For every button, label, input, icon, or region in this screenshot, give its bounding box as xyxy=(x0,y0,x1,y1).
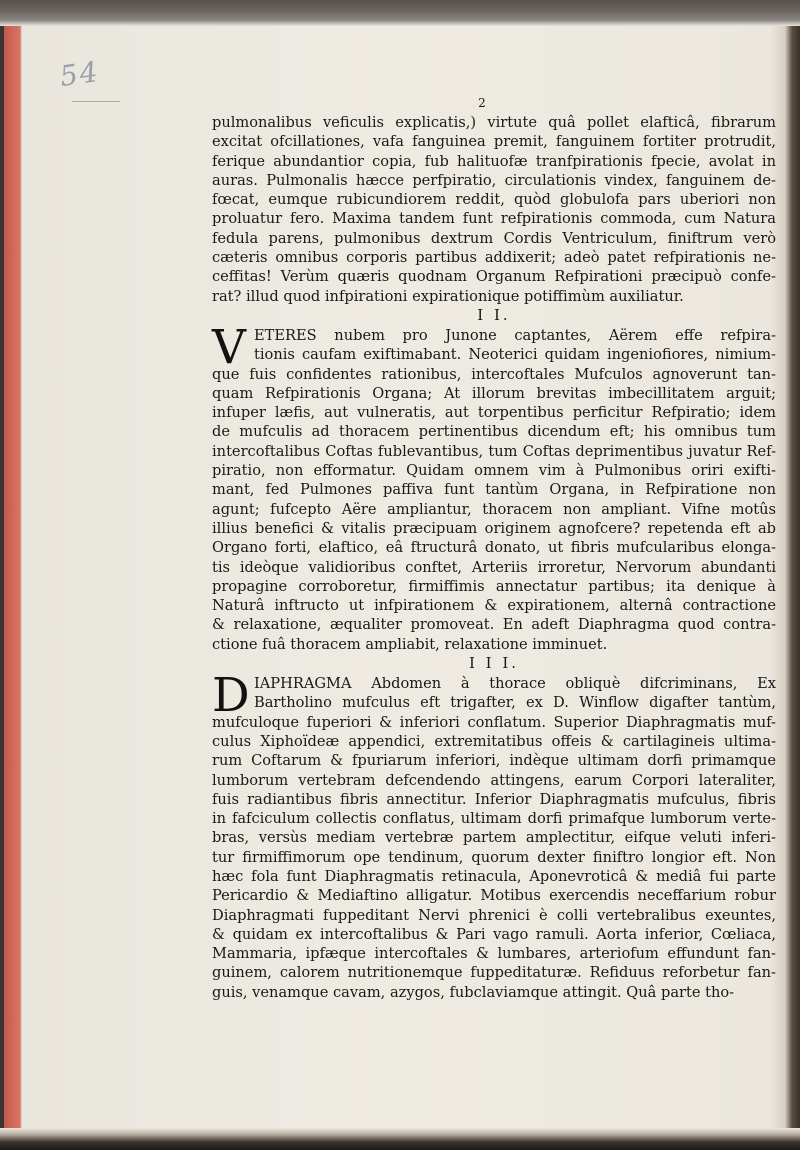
text-line: guinem, calorem nutritionemque fuppeditaturæ. Refiduus reforbetur fan- xyxy=(212,964,776,982)
text-line: infuper læfis, aut vulneratis, aut torpentibus perficitur Refpiratio; idem xyxy=(212,404,776,422)
text-line: pulmonalibus veficulis explicatis,) virtute quâ pollet elafticâ, fibrarum xyxy=(212,114,776,131)
text-line: tionis caufam exiftimabant. Neoterici quidam ingeniofiores, nimium- xyxy=(254,346,776,364)
text-line: in fafciculum collectis conflatus, ultimam dorfi primafque lumborum verte- xyxy=(212,810,776,828)
text-line: & quidam ex intercoftalibus & Pari vago ramuli. Aorta inferior, Cœliaca, xyxy=(212,925,776,943)
text-line: rat? illud quod infpirationi expirationique potiffimùm auxiliatur. xyxy=(212,287,684,305)
text-line: Pericardio & Mediaftino alligatur. Motibus exercendis neceffarium robur xyxy=(212,887,776,905)
text-line: rum Coftarum & fpuriarum inferiori, indèque ultimam dorfi primamque xyxy=(212,752,776,770)
section-heading-ii: I I. xyxy=(477,305,511,324)
text-line: piratio, non efformatur. Quidam omnem vim à Pulmonibus oriri exifti- xyxy=(212,462,776,480)
text-line: fœcat, eumque rubicundiorem reddit, quòd globulofa pars uberiori non xyxy=(212,191,776,209)
text-line: mufculoque fuperiori & inferiori conflatum. Superior Diaphragmatis muf- xyxy=(212,713,776,731)
text-line: lumborum vertebram defcendendo attingens, earum Corpori lateraliter, xyxy=(212,771,776,789)
text-line: intercoftalibus Coftas fublevantibus, tum Coftas deprimentibus juvatur Ref- xyxy=(212,442,776,460)
text-line: ctione fuâ thoracem ampliabit, relaxatione imminuet. xyxy=(212,635,608,653)
text-line: mant, fed Pulmones paffiva funt tantùm Organa, in Refpiratione non xyxy=(212,481,776,499)
book-bottom-edge xyxy=(0,1128,800,1150)
text-column xyxy=(212,113,776,1002)
text-line: tis ideòque validioribus conftet, Arteriis irroretur, Nervorum abundanti xyxy=(212,558,776,576)
text-line: guis, venamque cavam, azygos, fubclaviamque attingit. Quâ parte tho- xyxy=(212,983,735,1001)
text-line: culus Xiphoïdeæ appendici, extremitatibus offeis & cartilagineis ultima- xyxy=(212,732,776,750)
text-line: de mufculis ad thoracem pertinentibus dicendum eft; his omnibus tum xyxy=(212,423,776,441)
text-line: ETERES nubem pro Junone captantes, Aërem effe refpira- xyxy=(254,326,776,344)
text-line: ceffitas! Verùm quæris quodnam Organum Refpirationi præcipuò confe- xyxy=(212,268,776,286)
text-line: que fuis confidentes rationibus, intercoftales Mufculos agnoverunt tan- xyxy=(212,365,776,383)
text-line: hæc fola funt Diaphragmatis retinacula, Aponevroticâ & mediâ fui parte xyxy=(212,867,776,885)
text-line: & relaxatione, æqualiter promoveat. En adeft Diaphragma quod contra- xyxy=(212,616,776,634)
text-line: Diaphragmati fuppeditant Nervi phrenici è colli vertebralibus exeuntes, xyxy=(212,906,776,924)
marginal-underline xyxy=(72,101,120,102)
handwritten-marginal-note: 54 xyxy=(57,54,102,94)
text-line: Naturâ inftructo ut infpirationem & expirationem, alternâ contractione xyxy=(212,597,776,615)
section-heading-iii: I I I. xyxy=(468,654,520,673)
text-line: proluatur fero. Maxima tandem funt refpirationis commoda, cum Natura xyxy=(212,210,776,228)
text-line: agunt; fufcepto Aëre ampliantur, thoracem non ampliant. Vifne motûs xyxy=(212,500,776,518)
text-line: auras. Pulmonalis hæcce perfpiratio, circulationis vindex, fanguinem de- xyxy=(212,171,776,189)
text-line: illius benefici & vitalis præcipuam originem agnofcere? repetenda eft ab xyxy=(212,519,776,537)
page-number: 2 xyxy=(478,96,486,110)
text-line: bras, versùs mediam vertebræ partem amplectitur, eifque veluti inferi- xyxy=(212,829,776,847)
text-line: ferique abundantior copia, fub halituofæ tranfpirationis fpecie, avolat in xyxy=(212,152,776,170)
paragraph-continuation xyxy=(212,113,776,306)
text-line: Organo forti, elaftico, eâ ftructurâ donato, ut fibris mufcularibus elonga- xyxy=(212,539,776,557)
text-line: fedula parens, pulmonibus dextrum Cordis Ventriculum, finiftrum verò xyxy=(212,229,776,247)
text-line: Bartholino mufculus eft trigafter, ex D. Winflow digafter tantùm, xyxy=(254,694,776,712)
text-line: IAPHRAGMA Abdomen à thorace obliquè difcriminans, Ex xyxy=(254,675,776,693)
text-line: Mammaria, ipfæque intercoftales & lumbares, arteriofum effundunt fan- xyxy=(212,945,776,963)
drop-cap-v: V xyxy=(212,319,246,375)
text-line: propagine corroboretur, firmiffimis annectatur partibus; ita denique à xyxy=(212,577,776,595)
text-line: cæteris omnibus corporis partibus addixerit; adeò patet refpirationis ne- xyxy=(212,249,776,267)
drop-cap-d: D xyxy=(212,668,250,724)
book-top-edge xyxy=(0,0,800,26)
section-iii xyxy=(212,668,776,1002)
section-ii xyxy=(212,319,776,654)
text-line: excitat ofcillationes, vafa fanguinea premit, fanguinem fortiter protrudit, xyxy=(212,133,776,151)
text-line: fuis radiantibus fibris annectitur. Inferior Diaphragmatis mufculus, fibris xyxy=(212,790,776,808)
text-line: tur firmiffimorum ope tendinum, quorum dexter finiftro longior eft. Non xyxy=(212,848,776,866)
text-line: quam Refpirationis Organa; At illorum brevitas imbecillitatem arguit; xyxy=(212,384,776,402)
